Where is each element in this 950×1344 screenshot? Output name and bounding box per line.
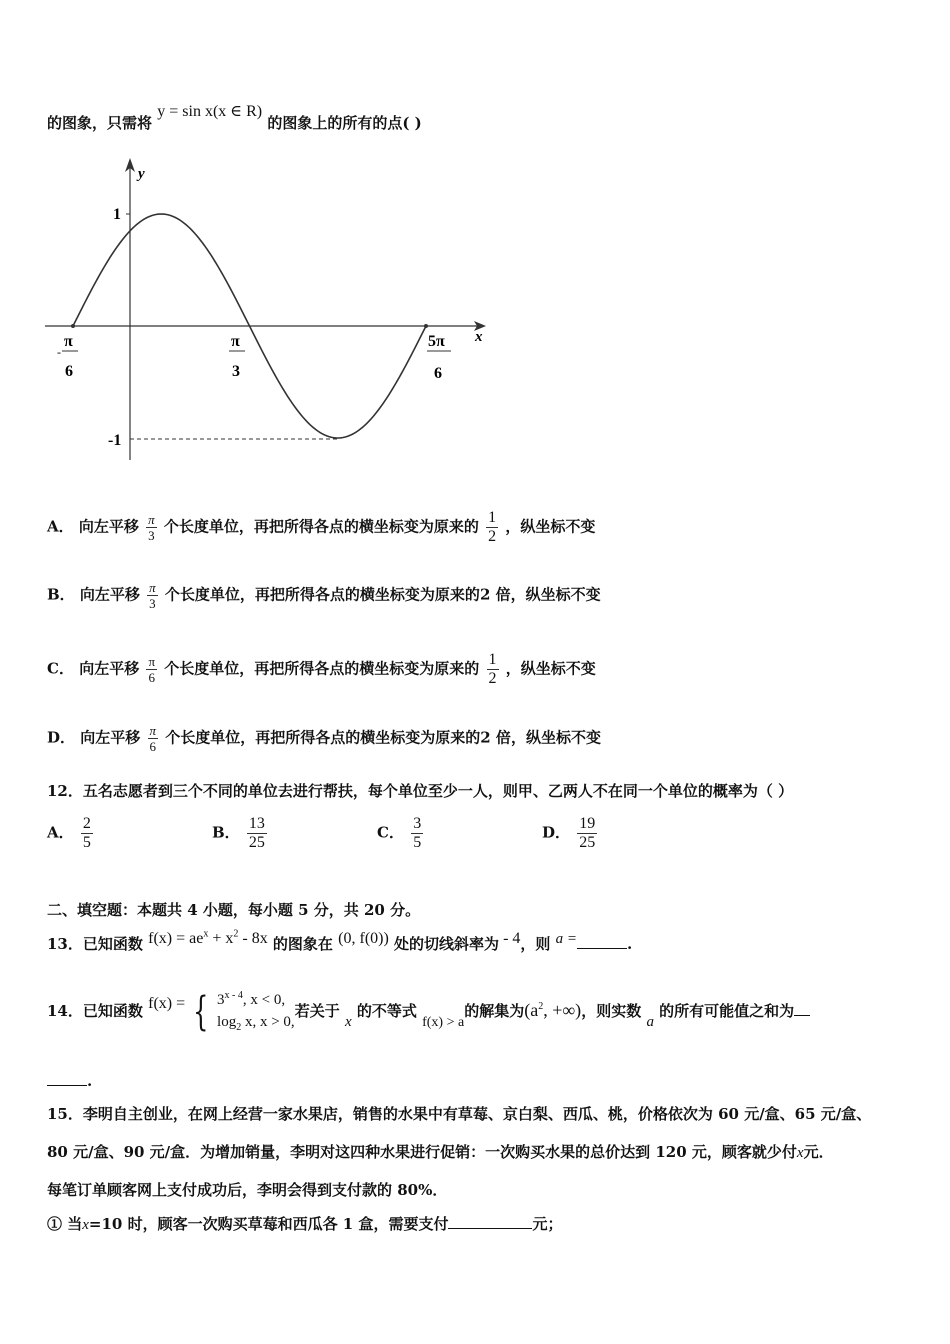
q13-end: . bbox=[627, 935, 633, 953]
q13-var: a = bbox=[555, 931, 578, 947]
q14-mid3: 的解集为 bbox=[464, 1002, 525, 1020]
q12-choice-d bbox=[542, 815, 599, 852]
q14-line bbox=[47, 985, 810, 1039]
option-d bbox=[47, 723, 601, 754]
q14-answer-blank-part1[interactable] bbox=[794, 1001, 810, 1016]
option-a-mid: 个长度单位，再把所得各点的横坐标变为原来的 bbox=[163, 517, 479, 536]
q12-choice-d-letter: D． bbox=[542, 823, 571, 842]
q12-choice-b bbox=[212, 815, 269, 852]
option-a-shift-num: π bbox=[148, 512, 155, 527]
q12-choice-b-num: 13 bbox=[248, 815, 265, 832]
intro-text-before: 的图象，只需将 bbox=[47, 114, 153, 132]
q13-line bbox=[47, 928, 633, 954]
x-tick-2-den: 3 bbox=[232, 363, 240, 380]
q14-line2 bbox=[47, 1071, 92, 1090]
q12-choice-a-letter: A． bbox=[47, 823, 74, 842]
q12-choice-c bbox=[377, 815, 425, 852]
q15-line2-a: 80 元/盒、90 元/盒．为增加销量，李明对这四种水果进行促销：一次购买水果的总价达到 120 元，顾客就少付 bbox=[47, 1143, 797, 1161]
option-c-mid: 个长度单位，再把所得各点的横坐标变为原来的 bbox=[164, 659, 480, 678]
q15-line1: 15．李明自主创业，在网上经营一家水果店，销售的水果中有草莓、京白梨、西瓜、桃，价格依次为 60 元/盒、65 元/盒、 bbox=[47, 1105, 872, 1123]
option-a-factor-den: 2 bbox=[488, 528, 497, 545]
q15-line4-c: 元； bbox=[532, 1215, 563, 1233]
x-tick-3-num: 5π bbox=[428, 333, 445, 350]
option-d-factor: 2 倍 bbox=[480, 728, 511, 747]
q12-choice-c-letter: C． bbox=[377, 823, 404, 842]
q14-mid2: 的不等式 bbox=[356, 1002, 417, 1020]
option-c bbox=[47, 651, 596, 688]
x-axis-label: x bbox=[475, 329, 483, 345]
option-d-shift-den: 6 bbox=[149, 739, 156, 754]
q13-answer-blank[interactable] bbox=[577, 934, 627, 949]
q13-slope: - 4 bbox=[499, 930, 521, 947]
q13-point: (0, f(0)) bbox=[338, 930, 389, 947]
option-b-letter: B． bbox=[47, 585, 75, 604]
y-tick-min: -1 bbox=[108, 432, 122, 449]
q12-choice-a bbox=[47, 815, 95, 852]
q14-var-a: a bbox=[646, 1014, 654, 1030]
option-d-letter: D． bbox=[47, 728, 76, 747]
q14-prefix: 14．已知函数 bbox=[47, 1002, 143, 1020]
q15-line2-b: 元． bbox=[803, 1143, 834, 1161]
option-c-pre: 向左平移 bbox=[79, 659, 140, 678]
q14-set: ($a^2$, +∞) bbox=[524, 1000, 582, 1020]
option-d-mid: 个长度单位，再把所得各点的横坐标变为原来的 bbox=[165, 728, 481, 747]
q12-choice-c-num: 3 bbox=[413, 815, 422, 832]
q14-var-x: x bbox=[344, 1014, 352, 1030]
option-b-factor: 2 倍 bbox=[479, 585, 511, 604]
option-a-post: ，纵坐标不变 bbox=[505, 517, 596, 536]
question-intro-line bbox=[47, 103, 422, 133]
q15-line3: 每笔订单顾客网上支付成功后，李明会得到支付款的 80%． bbox=[47, 1181, 448, 1199]
x-tick-2-num: π bbox=[231, 333, 240, 350]
q15-line2-var: x bbox=[796, 1145, 804, 1161]
option-b bbox=[47, 580, 601, 611]
option-d-shift-num: π bbox=[149, 723, 157, 738]
option-b-shift-den: 3 bbox=[149, 596, 156, 611]
q12-text: 12．五名志愿者到三个不同的单位去进行帮扶，每个单位至少一人，则甲、乙两人不在同一个单位的概率为（ ） bbox=[47, 782, 794, 800]
q14-ineq: f(x) > a bbox=[422, 1015, 465, 1030]
q15-line4-var: x bbox=[82, 1217, 89, 1233]
q13-mid2: 处的切线斜率为 bbox=[394, 935, 500, 953]
q15-line4 bbox=[47, 1213, 562, 1234]
option-a-pre: 向左平移 bbox=[78, 517, 139, 536]
option-c-shift-den: 6 bbox=[148, 670, 155, 685]
q15-line4-b: =10 时，顾客一次购买草莓和西瓜各 1 盒，需要支付 bbox=[88, 1215, 449, 1233]
option-d-post: ，纵坐标不变 bbox=[510, 728, 601, 747]
q14-answer-blank-part2[interactable] bbox=[47, 1071, 87, 1086]
q12-choice-a-den: 5 bbox=[82, 834, 91, 851]
intro-text-after: 的图象上的所有的点( ) bbox=[267, 114, 422, 132]
q12-choice-a-num: 2 bbox=[82, 815, 91, 832]
option-c-post: ，纵坐标不变 bbox=[505, 659, 596, 678]
q15-line4-a: ① 当 bbox=[47, 1215, 83, 1233]
option-a-letter: A． bbox=[47, 517, 74, 536]
option-c-factor-den: 2 bbox=[488, 670, 497, 687]
x-tick-neg-pi-6-point bbox=[71, 324, 75, 328]
q14-piecewise bbox=[217, 985, 295, 1039]
q12-choice-b-den: 25 bbox=[248, 834, 265, 851]
option-b-shift-num: π bbox=[149, 580, 156, 595]
q13-mid1: 的图象在 bbox=[272, 935, 333, 953]
q14-case2: $\log_2 x$, x > 0, bbox=[217, 1014, 295, 1033]
y-tick-max: 1 bbox=[113, 206, 121, 223]
q13-mid3: ，则 bbox=[520, 935, 551, 953]
option-c-factor-num: 1 bbox=[488, 651, 497, 668]
q12-choice-d-num: 19 bbox=[579, 815, 596, 832]
q15-answer-blank[interactable] bbox=[448, 1214, 532, 1229]
option-b-pre: 向左平移 bbox=[79, 585, 140, 604]
q14-mid5: 的所有可能值之和为 bbox=[659, 1002, 795, 1020]
option-c-shift-num: π bbox=[148, 654, 156, 669]
q14-mid1: 若关于 bbox=[294, 1002, 340, 1020]
x-tick-1-num: π bbox=[64, 333, 73, 350]
q13-function: $f(x) = ae^x + x^2 - 8x$ bbox=[148, 928, 268, 947]
sine-graph bbox=[40, 150, 500, 470]
option-b-mid: 个长度单位，再把所得各点的横坐标变为原来的 bbox=[164, 585, 480, 604]
intro-formula: y = sin x(x ∈ R) bbox=[157, 103, 263, 120]
q12-choice-b-letter: B． bbox=[212, 823, 240, 842]
q12-choice-c-den: 5 bbox=[413, 834, 422, 851]
x-tick-3-den: 6 bbox=[434, 365, 442, 382]
x-tick-1-den: 6 bbox=[65, 363, 73, 380]
q14-brace: { bbox=[193, 989, 209, 1035]
q15-line2 bbox=[47, 1141, 834, 1162]
y-axis-label: y bbox=[138, 166, 145, 182]
option-d-pre: 向左平移 bbox=[80, 728, 141, 747]
x-tick-1-sign: - bbox=[57, 345, 61, 359]
q14-mid4: ，则实数 bbox=[581, 1002, 642, 1020]
option-a-shift-den: 3 bbox=[148, 528, 155, 543]
option-b-post: ，纵坐标不变 bbox=[510, 585, 601, 604]
q13-prefix: 13．已知函数 bbox=[47, 935, 143, 953]
q14-end: . bbox=[87, 1072, 93, 1090]
option-a bbox=[47, 509, 595, 546]
q14-case1: 3$^{x - 4}$, x < 0, bbox=[217, 990, 286, 1008]
x-tick-5pi-6-point bbox=[424, 324, 428, 328]
option-c-letter: C． bbox=[47, 659, 74, 678]
section2-title: 二、填空题：本题共 4 小题，每小题 5 分，共 20 分。 bbox=[47, 901, 421, 919]
q12-choice-d-den: 25 bbox=[579, 834, 596, 851]
option-a-factor-num: 1 bbox=[488, 509, 497, 526]
q14-fx: f(x) = bbox=[148, 995, 186, 1012]
